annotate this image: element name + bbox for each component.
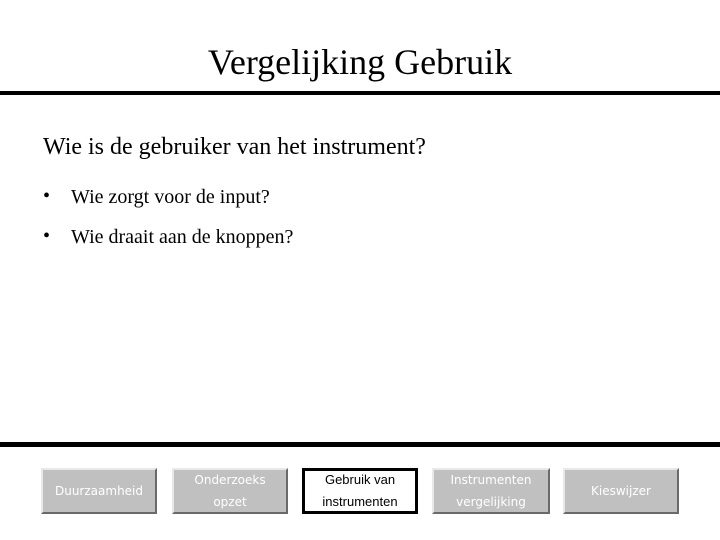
nav-button-label: Kieswijzer	[591, 484, 651, 498]
nav-button-label: Instrumenten	[450, 473, 532, 487]
nav-button-label: Onderzoeks	[194, 473, 266, 487]
slide-question: Wie is de gebruiker van het instrument?	[43, 134, 426, 160]
bullet-text: Wie zorgt voor de input?	[71, 186, 270, 208]
title-divider	[0, 91, 720, 95]
nav-button-label: opzet	[213, 495, 247, 509]
nav-button-gebruik-van-instrumenten[interactable]	[302, 468, 418, 514]
nav-button-label: vergelijking	[456, 495, 526, 509]
bullet-icon: •	[43, 185, 51, 207]
nav-button-label: instrumenten	[322, 494, 398, 509]
nav-button-instrumenten-vergelijking[interactable]	[432, 468, 550, 514]
slide-title: Vergelijking Gebruik	[207, 42, 513, 82]
nav-button-label: Gebruik van	[324, 472, 396, 487]
bullet-list	[43, 184, 293, 264]
bullet-text: Wie draait aan de knoppen?	[71, 226, 294, 248]
nav-button-onderzoeks-opzet[interactable]	[172, 468, 288, 514]
bullet-item-knoppen	[43, 224, 293, 250]
bullet-icon: •	[43, 225, 51, 247]
nav-button-kieswijzer[interactable]	[563, 468, 679, 514]
nav-button-duurzaamheid[interactable]	[41, 468, 157, 514]
nav-button-label: Duurzaamheid	[54, 484, 144, 498]
bullet-item-input	[43, 184, 293, 210]
